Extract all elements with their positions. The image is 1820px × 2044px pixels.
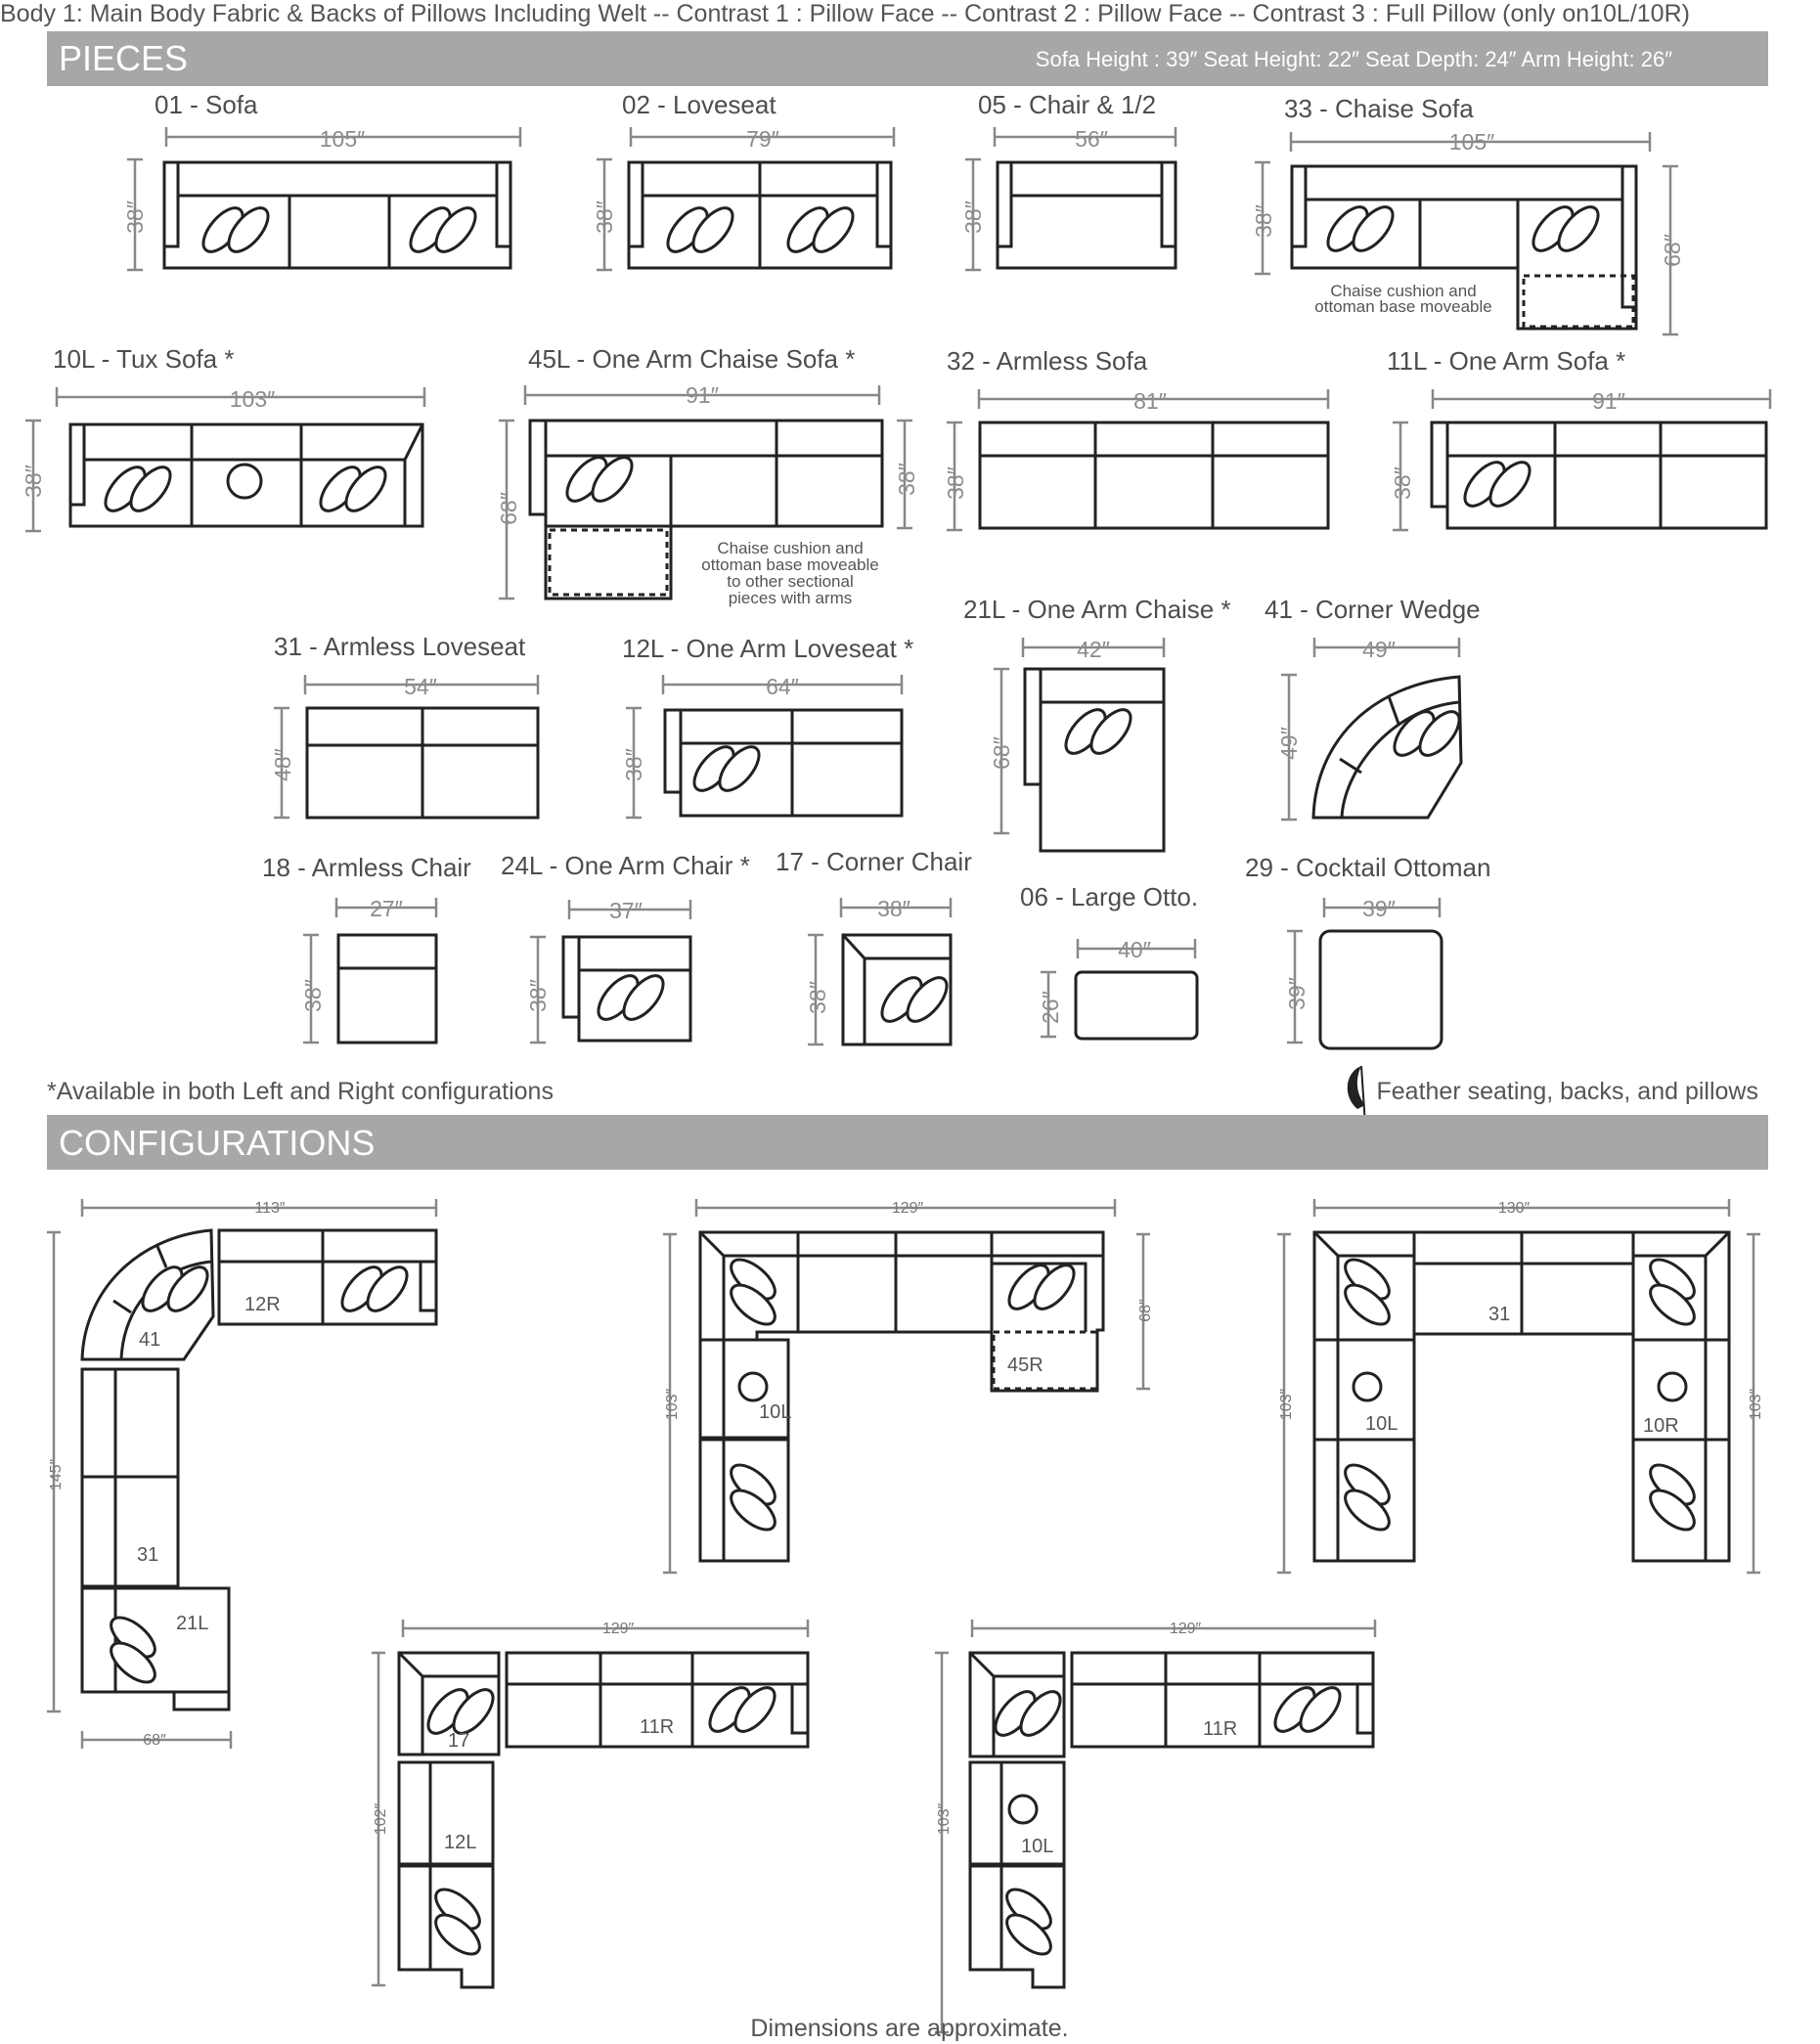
piece-title: 33 - Chaise Sofa (1284, 94, 1474, 123)
piece-width: 91″ (686, 382, 719, 408)
piece-10l-tux-sofa (21, 344, 424, 531)
piece-title: 10L - Tux Sofa * (53, 344, 235, 374)
piece-depth: 38″ (300, 979, 326, 1012)
piece-29-cocktail-ottoman (1245, 853, 1490, 1048)
piece-41-corner-wedge (1265, 595, 1481, 820)
config-height: 103″ (664, 1388, 681, 1421)
available-note: *Available in both Left and Right configurations (47, 1078, 554, 1105)
piece-18-armless-chair (262, 853, 471, 1043)
config-label: 10L (1021, 1836, 1054, 1857)
config-label: 11R (1203, 1718, 1238, 1740)
piece-01-sofa (122, 90, 520, 270)
piece-depth: 38″ (21, 465, 46, 498)
piece-width: 91″ (1592, 388, 1625, 414)
piece-width: 27″ (370, 896, 403, 921)
chaise-note-line: Chaise cushion and (1330, 282, 1477, 300)
config-height: 103″ (1278, 1388, 1295, 1421)
pieces-specs: Sofa Height : 39″ Seat Height: 22″ Seat Depth: 24″ Arm Height: 26″ (1035, 47, 1672, 71)
piece-title: 45L - One Arm Chaise Sofa * (528, 344, 856, 374)
piece-depth: 39″ (1284, 977, 1310, 1010)
config-label: 31 (137, 1544, 159, 1566)
config-side: 103″ (1748, 1388, 1764, 1421)
config-label: 21L (176, 1613, 209, 1634)
piece-06-large-ottoman (1020, 882, 1198, 1039)
piece-31-armless-loveseat (270, 632, 538, 818)
piece-title: 06 - Large Otto. (1020, 882, 1199, 911)
piece-depth: 38″ (1390, 467, 1415, 500)
config-label: 45R (1007, 1355, 1043, 1376)
piece-depth: 38″ (525, 979, 551, 1012)
config-width: 129″ (1169, 1621, 1202, 1637)
piece-width: 64″ (766, 674, 799, 699)
piece-17-corner-chair (776, 847, 972, 1044)
config-label: 12L (444, 1832, 477, 1853)
fabric-note: Body 1: Main Body Fabric & Backs of Pillows Including Welt -- Contrast 1 : Pillow Face -- Contrast 2 : Pillow Face -- Contrast 3 : Full Pillow (only on10L/10R) (0, 0, 1690, 27)
piece-24l-one-arm-chair (501, 851, 750, 1043)
config-label: 12R (244, 1294, 281, 1315)
configuration-3 (1277, 1199, 1764, 1573)
config-label: 10L (1365, 1413, 1398, 1435)
piece-title: 11L - One Arm Sofa * (1387, 346, 1626, 376)
chaise-note-line: to other sectional (727, 572, 854, 591)
config-width: 129″ (891, 1200, 924, 1217)
piece-width: 40″ (1118, 937, 1151, 962)
piece-title: 29 - Cocktail Ottoman (1245, 853, 1491, 882)
piece-title: 21L - One Arm Chaise * (963, 595, 1231, 624)
config-bottom: 68″ (143, 1732, 166, 1749)
piece-title: 31 - Armless Loveseat (274, 632, 526, 661)
config-label: 11R (640, 1716, 675, 1738)
piece-title: 41 - Corner Wedge (1265, 595, 1481, 624)
piece-width: 103″ (229, 386, 276, 412)
config-label: 17 (448, 1730, 470, 1752)
configuration-5 (935, 1620, 1375, 2032)
piece-depth: 38″ (592, 200, 617, 234)
config-label: 31 (1488, 1304, 1511, 1325)
piece-title: 05 - Chair & 1/2 (978, 90, 1157, 119)
piece-32-armless-sofa (943, 346, 1328, 530)
piece-45l-one-arm-chaise-sofa (496, 344, 919, 607)
config-height: 145″ (48, 1458, 65, 1491)
piece-depth: 38″ (805, 981, 830, 1014)
piece-depth: 38″ (122, 200, 148, 234)
config-height: 103″ (936, 1802, 953, 1836)
piece-title: 17 - Corner Chair (776, 847, 972, 876)
piece-depth: 68″ (989, 736, 1014, 770)
config-label: 41 (139, 1329, 161, 1351)
piece-depth: 68″ (496, 492, 521, 525)
config-label: 10L (759, 1401, 792, 1423)
piece-02-loveseat (592, 90, 894, 270)
piece-title: 02 - Loveseat (622, 90, 777, 119)
configurations-title: CONFIGURATIONS (59, 1123, 376, 1163)
configuration-2 (663, 1199, 1154, 1573)
piece-depth-short: 38″ (894, 463, 919, 496)
piece-width: 79″ (746, 126, 779, 152)
config-side: 68″ (1137, 1299, 1154, 1322)
piece-width: 56″ (1075, 126, 1108, 152)
piece-width: 105″ (319, 126, 366, 152)
piece-depth: 26″ (1038, 991, 1063, 1024)
piece-depth: 38″ (1251, 204, 1276, 238)
chaise-note-line: Chaise cushion and (717, 539, 864, 557)
piece-title: 32 - Armless Sofa (947, 346, 1148, 376)
piece-width: 38″ (877, 896, 910, 921)
chaise-note-line: ottoman base moveable (1314, 297, 1492, 316)
piece-width: 81″ (1133, 388, 1167, 414)
piece-05-chair-and-half (960, 90, 1176, 270)
piece-depth: 38″ (960, 200, 986, 234)
piece-title: 12L - One Arm Loveseat * (622, 634, 914, 663)
chaise-note-line: ottoman base moveable (701, 555, 879, 574)
piece-21l-one-arm-chaise (963, 595, 1231, 851)
piece-depth: 48″ (270, 748, 295, 781)
config-width: 113″ (254, 1200, 286, 1217)
config-label: 10R (1643, 1415, 1679, 1437)
piece-width: 105″ (1448, 129, 1495, 155)
piece-title: 01 - Sofa (155, 90, 258, 119)
piece-width: 39″ (1362, 896, 1396, 921)
config-width: 130″ (1497, 1200, 1531, 1217)
piece-width: 54″ (404, 674, 437, 699)
piece-title: 18 - Armless Chair (262, 853, 471, 882)
piece-width: 49″ (1362, 637, 1396, 662)
configuration-4 (372, 1620, 808, 1987)
piece-depth-chaise: 68″ (1660, 234, 1685, 267)
piece-width: 42″ (1077, 637, 1110, 662)
piece-33-chaise-sofa (1251, 94, 1685, 334)
piece-depth: 49″ (1276, 727, 1302, 760)
piece-depth: 38″ (943, 467, 968, 500)
piece-depth: 38″ (621, 748, 646, 781)
feather-note: Feather seating, backs, and pillows (1376, 1078, 1758, 1105)
chaise-note-line: pieces with arms (728, 589, 853, 607)
piece-12l-one-arm-loveseat (621, 634, 913, 818)
piece-11l-one-arm-sofa (1387, 346, 1770, 530)
piece-title: 24L - One Arm Chair * (501, 851, 750, 880)
footer-note: Dimensions are approximate. (750, 2015, 1069, 2042)
config-height: 102″ (373, 1802, 389, 1836)
pieces-title: PIECES (59, 38, 189, 78)
piece-width: 37″ (609, 898, 643, 923)
config-width: 129″ (601, 1621, 635, 1637)
